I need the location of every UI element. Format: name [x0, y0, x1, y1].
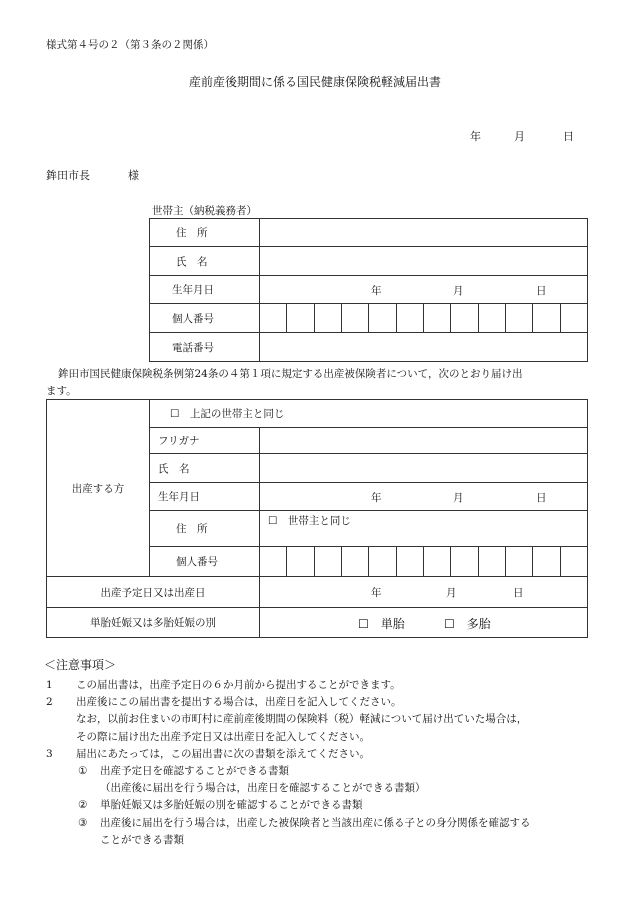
subitem-text: 出産後に届出を行う場合は，出産した被保険者と当該出産に係る子との身分関係を確認する: [100, 816, 531, 829]
birth-person-mynumber-digit[interactable]: [478, 547, 505, 577]
birth-person-birthdate-label: 生年月日: [150, 483, 260, 511]
subitem-number: ②: [78, 799, 88, 812]
birth-person-birth-year: 年: [371, 492, 382, 504]
householder-birth-day: 日: [536, 285, 547, 297]
statement-line-1: 鉾田市国民健康保険税条例第24条の４第１項に規定する出産被保険者について，次のとおり届け出: [58, 368, 523, 380]
expected-month: 月: [446, 587, 457, 599]
note-number: 2: [46, 696, 53, 709]
birth-person-mynumber-digit[interactable]: [451, 547, 478, 577]
addressee-office: 鉾田市長: [46, 169, 90, 182]
birth-person-mynumber-digit[interactable]: [314, 547, 341, 577]
householder-mynumber-digit[interactable]: [533, 304, 560, 333]
furigana-label: フリガナ: [150, 428, 260, 454]
pregnancy-type-label: 単胎妊娠又は多胎妊娠の別: [47, 608, 260, 638]
address-same-checkbox[interactable]: ☐ 世帯主と同じ: [268, 515, 351, 527]
householder-phone-row: [150, 333, 588, 362]
note-text: その際に届け出た出産予定日又は出産日を記入してください。: [76, 730, 370, 743]
birth-person-table: [46, 399, 588, 638]
date-day: 日: [563, 130, 574, 143]
householder-birthdate-field[interactable]: [260, 276, 588, 304]
addressee-honorific: 様: [128, 169, 139, 182]
householder-address-field[interactable]: [260, 219, 588, 247]
notes-heading: ＜注意事項＞: [44, 658, 117, 672]
date-month: 月: [514, 130, 525, 143]
householder-mynumber-digit[interactable]: [287, 304, 314, 333]
householder-name-label: 氏 名: [150, 247, 260, 276]
subitem-number: ①: [78, 764, 88, 777]
householder-mynumber-digit[interactable]: [396, 304, 423, 333]
multiple-pregnancy-checkbox[interactable]: ☐ 多胎: [444, 617, 491, 631]
householder-name-field[interactable]: [260, 247, 588, 276]
birth-person-mynumber-digit[interactable]: [396, 547, 423, 577]
householder-caption: 世帯主（納税義務者）: [152, 205, 257, 217]
note-text: なお，以前お住まいの市町村に産前産後期間の保険料（税）軽減について届け出ていた場合は，: [76, 713, 528, 726]
pregnancy-type-field: [260, 608, 588, 638]
birth-person-mynumber-digit[interactable]: [369, 547, 396, 577]
subitem-text: 単胎妊娠又は多胎妊娠の別を確認することができる書類: [100, 799, 363, 812]
householder-mynumber-digit[interactable]: [505, 304, 532, 333]
form-number: 様式第４号の２（第３条の２関係）: [46, 39, 214, 51]
note-text: 出産後にこの届出書を提出する場合は，出産日を記入してください。: [76, 696, 402, 709]
householder-mynumber-digit[interactable]: [478, 304, 505, 333]
householder-mynumber-digit[interactable]: [260, 304, 287, 333]
expected-year: 年: [371, 587, 382, 599]
householder-mynumber-digit[interactable]: [560, 304, 587, 333]
birth-person-mynumber-digit[interactable]: [260, 547, 287, 577]
statement-line-2: ます。: [46, 385, 77, 397]
householder-phone-field[interactable]: [260, 333, 588, 362]
single-pregnancy-checkbox[interactable]: ☐ 単胎: [358, 617, 405, 631]
householder-birth-month: 月: [453, 285, 464, 297]
birth-person-mynumber-label: 個人番号: [150, 547, 260, 577]
note-text: この届出書は，出産予定日の６か月前から提出することができます。: [76, 679, 401, 691]
birth-person-name-label: 氏 名: [150, 454, 260, 483]
birth-person-address-label: 住 所: [150, 511, 260, 547]
same-as-householder-row: [47, 400, 588, 428]
birth-person-mynumber-digit[interactable]: [533, 547, 560, 577]
householder-birth-year: 年: [371, 285, 382, 297]
householder-birthdate-label: 生年月日: [150, 276, 260, 304]
note-number: 3: [46, 747, 53, 760]
householder-mynumber-digit[interactable]: [423, 304, 450, 333]
expected-day: 日: [513, 587, 524, 599]
birth-person-mynumber-digit[interactable]: [341, 547, 368, 577]
householder-mynumber-digit[interactable]: [451, 304, 478, 333]
expected-date-row: [47, 577, 588, 608]
householder-mynumber-label: 個人番号: [150, 304, 260, 333]
pregnancy-type-row: [47, 608, 588, 638]
page-title: 産前産後期間に係る国民健康保険税軽減届出書: [188, 75, 441, 89]
householder-mynumber-digit[interactable]: [369, 304, 396, 333]
householder-mynumber-row: [150, 304, 588, 333]
birth-person-mynumber-digit[interactable]: [560, 547, 587, 577]
birth-person-birth-month: 月: [453, 492, 464, 504]
subitem-text: （出産後に届出を行う場合は，出産日を確認することができる書類）: [100, 782, 426, 795]
householder-name-row: [150, 247, 588, 276]
note-number: 1: [46, 679, 53, 691]
householder-mynumber-digit[interactable]: [341, 304, 368, 333]
birth-person-birth-day: 日: [536, 492, 547, 504]
householder-mynumber-digit[interactable]: [314, 304, 341, 333]
birth-person-mynumber-digit[interactable]: [423, 547, 450, 577]
householder-address-row: [150, 219, 588, 247]
expected-date-field[interactable]: [260, 577, 588, 608]
householder-address-label: 住 所: [150, 219, 260, 247]
subitem-text: 出産予定日を確認することができる書類: [100, 764, 289, 777]
birth-person-name-field[interactable]: [260, 454, 588, 483]
householder-table: [149, 218, 588, 362]
birth-person-group-label: 出産する方: [47, 400, 150, 577]
householder-phone-label: 電話番号: [150, 333, 260, 362]
birth-person-address-field[interactable]: [260, 511, 588, 547]
birth-person-mynumber-digit[interactable]: [505, 547, 532, 577]
subitem-text: ことができる書類: [100, 833, 184, 846]
furigana-field[interactable]: [260, 428, 588, 454]
date-year: 年: [470, 130, 481, 143]
birth-person-birthdate-field[interactable]: [260, 483, 588, 511]
same-as-householder-checkbox[interactable]: ☐ 上記の世帯主と同じ: [150, 400, 588, 428]
note-text: 届出にあたっては，この届出書に次の書類を添えてください。: [76, 747, 370, 760]
subitem-number: ③: [78, 816, 88, 829]
expected-date-label: 出産予定日又は出産日: [47, 577, 260, 608]
householder-birthdate-row: [150, 276, 588, 304]
birth-person-mynumber-digit[interactable]: [287, 547, 314, 577]
